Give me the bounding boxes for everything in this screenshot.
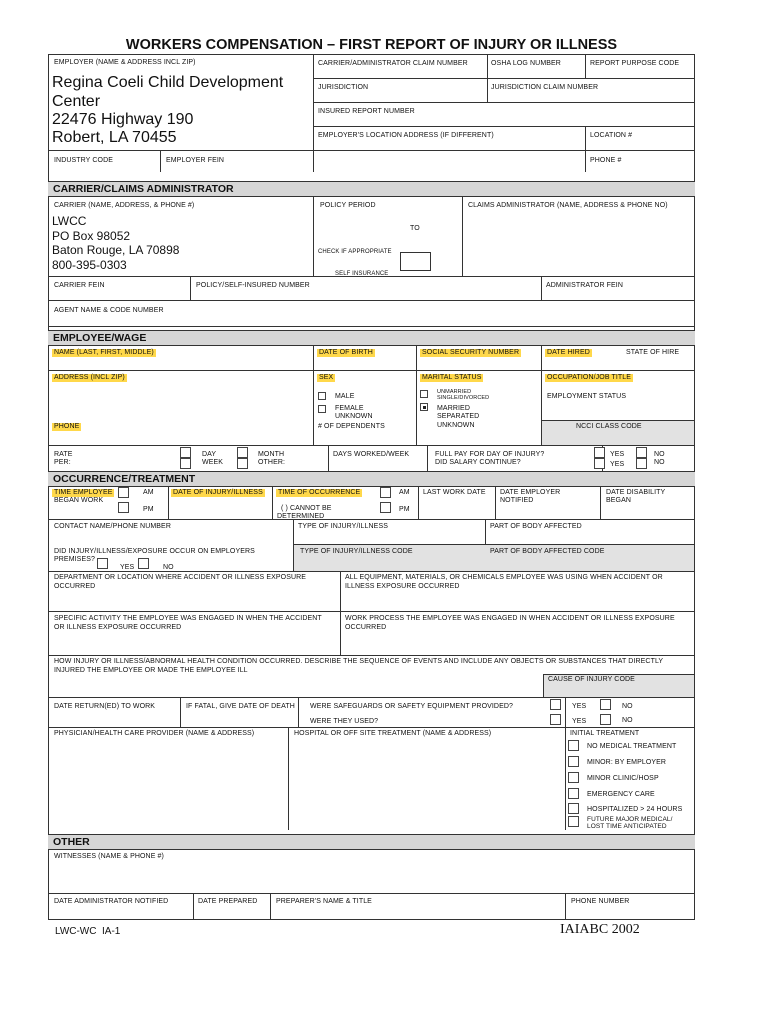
full-pay-no-checkbox[interactable] [636, 447, 647, 458]
occ-pm-label: PM [399, 506, 410, 513]
policy-period-label: POLICY PERIOD [320, 202, 376, 209]
future-medical-label-1: FUTURE MAJOR MEDICAL/ [587, 816, 673, 823]
industry-code-label: INDUSTRY CODE [54, 157, 113, 164]
phone-number-label: PHONE NUMBER [571, 898, 630, 905]
date-hired-label: DATE HIRED [547, 349, 590, 356]
part-code-label: PART OF BODY AFFECTED CODE [490, 548, 605, 555]
carrier-line-1: LWCC [52, 214, 87, 228]
separated-label: SEPARATED [437, 413, 480, 420]
policy-number-label: POLICY/SELF-INSURED NUMBER [196, 282, 310, 289]
premises-yes-checkbox[interactable] [97, 558, 108, 569]
check-appropriate-label: CHECK IF APPROPRIATE [318, 249, 392, 255]
future-medical-label-2: LOST TIME ANTICIPATED [587, 823, 667, 830]
other-label: OTHER: [258, 459, 286, 466]
female-label: FEMALE [335, 405, 364, 412]
month-label: MONTH [258, 451, 285, 458]
carrier-header: CARRIER/CLAIMS ADMINISTRATOR [53, 183, 234, 195]
safeguards-no-checkbox[interactable] [600, 699, 611, 710]
date-prepared-label: DATE PREPARED [198, 898, 258, 905]
equipment-label: ALL EQUIPMENT, MATERIALS, OR CHEMICALS EMPLOYEE WAS USING WHEN ACCIDENT OR ILLNESS EXPOSURE OCCURRED [345, 574, 663, 590]
iaiabc-label: IAIABC 2002 [560, 922, 640, 937]
no-medical-label: NO MEDICAL TREATMENT [587, 743, 677, 750]
initial-treatment-label: INITIAL TREATMENT [570, 730, 640, 737]
time-occurrence-label: TIME OF OCCURRENCE [278, 489, 361, 496]
used-yes-checkbox[interactable] [550, 714, 561, 725]
male-checkbox[interactable] [318, 392, 326, 400]
hospitalized-checkbox[interactable] [568, 803, 579, 814]
carrier-line-2: PO Box 98052 [52, 229, 131, 243]
employer-label: EMPLOYER (NAME & ADDRESS INCL ZIP) [54, 59, 196, 66]
part-body-label: PART OF BODY AFFECTED [490, 523, 582, 530]
salary-yes-checkbox[interactable] [594, 458, 605, 469]
safeguards-label: WERE SAFEGUARDS OR SAFETY EQUIPMENT PROVIDED? [310, 703, 513, 710]
policy-to-label: TO [410, 225, 420, 232]
insured-report-label: INSURED REPORT NUMBER [318, 108, 415, 115]
department-label: DEPARTMENT OR LOCATION WHERE ACCIDENT OR ILLNESS EXPOSURE OCCURRED [54, 574, 307, 590]
week-checkbox[interactable] [180, 458, 191, 469]
rate-label: RATE [54, 451, 73, 458]
type-injury-label: TYPE OF INJURY/ILLNESS [298, 523, 388, 530]
employer-line-3: 22476 Highway 190 [52, 111, 194, 128]
time-began-label: TIME EMPLOYEE [54, 489, 113, 496]
minor-employer-label: MINOR: BY EMPLOYER [587, 759, 667, 766]
carrier-label: CARRIER (NAME, ADDRESS, & PHONE #) [54, 202, 195, 209]
emergency-care-label: EMERGENCY CARE [587, 791, 655, 798]
began-am-checkbox[interactable] [118, 487, 129, 498]
process-label: WORK PROCESS THE EMPLOYEE WAS ENGAGED IN WHEN ACCIDENT OR ILLNESS EXPOSURE OCCURRED [345, 615, 675, 631]
preparer-label: PREPARER'S NAME & TITLE [276, 898, 372, 905]
premises-yes-label: YES [120, 564, 135, 571]
per-label: PER: [54, 459, 71, 466]
female-checkbox[interactable] [318, 405, 326, 413]
form-title: WORKERS COMPENSATION – FIRST REPORT OF INJURY OR ILLNESS [125, 37, 618, 53]
name-label: NAME (LAST, FIRST, MIDDLE) [54, 349, 154, 356]
minor-clinic-label: MINOR CLINIC/HOSP [587, 775, 659, 782]
unmarried-checkbox[interactable] [420, 390, 428, 398]
employer-line-2: Center [52, 93, 101, 110]
sex-label: SEX [319, 374, 334, 381]
did-occur-label-1: DID INJURY/ILLNESS/EXPOSURE OCCUR ON EMPLOYERS [54, 548, 255, 555]
cause-code-label: CAUSE OF INJURY CODE [548, 676, 635, 683]
premises-no-label: NO [163, 564, 174, 571]
marital-label: MARITAL STATUS [422, 374, 482, 381]
salary-label: DID SALARY CONTINUE? [435, 459, 521, 466]
full-pay-no-label: NO [654, 451, 665, 458]
minor-clinic-checkbox[interactable] [568, 772, 579, 783]
future-medical-checkbox[interactable] [568, 816, 579, 827]
employer-line-4: Robert, LA 70455 [52, 129, 177, 146]
self-insurance-label: SELF INSURANCE [335, 271, 389, 277]
safeguards-yes-checkbox[interactable] [550, 699, 561, 710]
carrier-line-3: Baton Rouge, LA 70898 [52, 243, 180, 257]
employee-header: EMPLOYEE/WAGE [53, 332, 147, 344]
osha-log-label: OSHA LOG NUMBER [491, 60, 561, 67]
time-determined-label: DETERMINED [277, 513, 325, 520]
safeguards-yes-label: YES [572, 703, 587, 710]
full-pay-yes-label: YES [610, 451, 625, 458]
agent-label: AGENT NAME & CODE NUMBER [54, 307, 164, 314]
date-returned-label: DATE RETURN(ED) TO WORK [54, 703, 156, 710]
type-code-label: TYPE OF INJURY/ILLNESS CODE [300, 548, 413, 555]
used-yes-label: YES [572, 718, 587, 725]
location-no-label: LOCATION # [590, 132, 633, 139]
began-work-label: BEGAN WORK [54, 497, 104, 504]
hospitalized-label: HOSPITALIZED > 24 HOURS [587, 806, 683, 813]
began-pm-label: PM [143, 506, 154, 513]
section-employee [48, 330, 695, 346]
section-carrier [48, 181, 695, 197]
date-disability-label-2: BEGAN [606, 497, 632, 504]
fatal-label: IF FATAL, GIVE DATE OF DEATH [186, 703, 295, 710]
male-label: MALE [335, 393, 355, 400]
dob-label: DATE OF BIRTH [319, 349, 373, 356]
married-check-mark [423, 406, 426, 409]
employment-status-label: EMPLOYMENT STATUS [547, 393, 627, 400]
date-injury-label: DATE OF INJURY/ILLNESS [173, 489, 263, 496]
employer-location-label: EMPLOYER'S LOCATION ADDRESS (IF DIFFERENT) [318, 132, 494, 139]
contact-label: CONTACT NAME/PHONE NUMBER [54, 523, 171, 530]
admin-fein-label: ADMINISTRATOR FEIN [546, 282, 623, 289]
phone-label: PHONE [54, 423, 80, 430]
occ-am-label: AM [399, 489, 410, 496]
salary-yes-label: YES [610, 461, 625, 468]
hospital-label: HOSPITAL OR OFF SITE TREATMENT (NAME & ADDRESS) [294, 730, 492, 737]
salary-no-checkbox[interactable] [636, 458, 647, 469]
witnesses-label: WITNESSES (NAME & PHONE #) [54, 853, 164, 860]
used-no-label: NO [622, 717, 633, 724]
report-purpose-label: REPORT PURPOSE CODE [590, 60, 680, 67]
activity-label: SPECIFIC ACTIVITY THE EMPLOYEE WAS ENGAGED IN WHEN THE ACCIDENT OR ILLNESS EXPOSURE OCCURRED [54, 615, 322, 631]
minor-employer-checkbox[interactable] [568, 756, 579, 767]
date-disability-label-1: DATE DISABILITY [606, 489, 666, 496]
carrier-claim-label: CARRIER/ADMINISTRATOR CLAIM NUMBER [318, 60, 468, 67]
employer-line-1: Regina Coeli Child Development [52, 74, 284, 91]
phone-no-label: PHONE # [590, 157, 622, 164]
single-label: SINGLE/DIVORCED [437, 395, 490, 401]
no-medical-checkbox[interactable] [568, 740, 579, 751]
last-work-label: LAST WORK DATE [423, 489, 486, 496]
did-occur-label-2: PREMISES? [54, 556, 95, 563]
married-label: MARRIED [437, 405, 470, 412]
days-worked-label: DAYS WORKED/WEEK [333, 451, 410, 458]
occurrence-header: OCCURRENCE/TREATMENT [53, 473, 196, 485]
occ-pm-checkbox[interactable] [380, 502, 391, 513]
section-occurrence [48, 471, 695, 487]
used-label: WERE THEY USED? [310, 718, 379, 725]
safeguards-no-label: NO [622, 703, 633, 710]
used-no-checkbox[interactable] [600, 714, 611, 725]
form-id: LWC-WC IA-1 [55, 926, 121, 937]
month-checkbox[interactable] [237, 447, 248, 458]
physician-label: PHYSICIAN/HEALTH CARE PROVIDER (NAME & ADDRESS) [54, 730, 255, 737]
employer-fein-label: EMPLOYER FEIN [166, 157, 225, 164]
day-label: DAY [202, 451, 217, 458]
full-pay-label: FULL PAY FOR DAY OF INJURY? [435, 451, 545, 458]
full-pay-yes-checkbox[interactable] [594, 447, 605, 458]
date-notified-label-1: DATE EMPLOYER [500, 489, 561, 496]
carrier-fein-label: CARRIER FEIN [54, 282, 105, 289]
day-checkbox[interactable] [180, 447, 191, 458]
week-label: WEEK [202, 459, 224, 466]
time-cannot-label: ( ) CANNOT BE [281, 505, 332, 512]
carrier-line-4: 800-395-0303 [52, 258, 127, 272]
other-checkbox[interactable] [237, 458, 248, 469]
address-label: ADDRESS (INCL ZIP) [54, 374, 125, 381]
dependents-label: # OF DEPENDENTS [318, 423, 385, 430]
self-insurance-checkbox[interactable] [400, 252, 431, 271]
sex-unknown-label: UNKNOWN [335, 413, 373, 420]
ncci-label: NCCI CLASS CODE [576, 423, 642, 430]
occ-am-checkbox[interactable] [380, 487, 391, 498]
began-am-label: AM [143, 489, 154, 496]
emergency-care-checkbox[interactable] [568, 788, 579, 799]
other-header: OTHER [53, 836, 90, 848]
how-occurred-label: HOW INJURY OR ILLNESS/ABNORMAL HEALTH CONDITION OCCURRED. DESCRIBE THE SEQUENCE OF EVENTS AND INCLUDE ANY OBJECTS OR SUBSTANCES THAT DIRECTLY INJURED THE EMPLOYEE OR MADE THE EMPLOYEE ILL [54, 658, 664, 674]
date-notified-label-2: NOTIFIED [500, 497, 534, 504]
salary-no-label: NO [654, 459, 665, 466]
occupation-label: OCCUPATION/JOB TITLE [547, 374, 632, 381]
marital-unknown-label: UNKNOWN [437, 422, 475, 429]
unmarried-label: UNMARRIED [437, 389, 472, 395]
date-admin-label: DATE ADMINISTRATOR NOTIFIED [54, 898, 169, 905]
section-other [48, 834, 695, 850]
began-pm-checkbox[interactable] [118, 502, 129, 513]
jurisdiction-claim-label: JURISDICTION CLAIM NUMBER [491, 84, 599, 91]
premises-no-checkbox[interactable] [138, 558, 149, 569]
jurisdiction-label: JURISDICTION [318, 84, 369, 91]
ssn-label: SOCIAL SECURITY NUMBER [422, 349, 520, 356]
claims-admin-label: CLAIMS ADMINISTRATOR (NAME, ADDRESS & PHONE NO) [468, 202, 668, 209]
state-hire-label: STATE OF HIRE [626, 349, 680, 356]
